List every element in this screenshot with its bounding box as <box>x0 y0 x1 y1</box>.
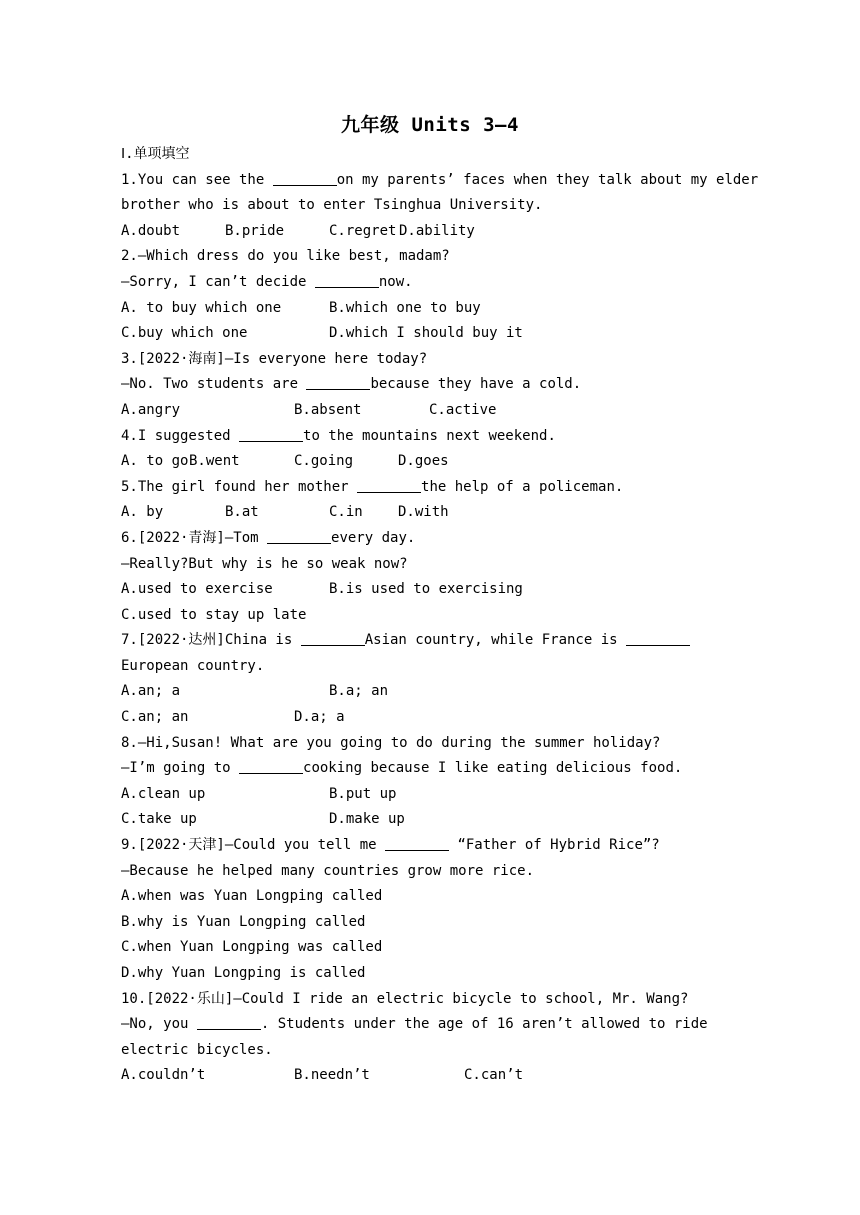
stem-text: 4.I suggested <box>121 427 240 444</box>
question-7-options <box>121 679 761 705</box>
answer-blank <box>239 425 303 442</box>
question-1-stem <box>121 168 761 194</box>
stem-text: now. <box>378 273 413 290</box>
question-9-stem <box>121 833 761 859</box>
option-c: C.take up <box>121 811 197 828</box>
question-9-reply: —Because he helped many countries grow more rice. <box>121 862 535 879</box>
option-a: A.when was Yuan Longping called <box>121 888 383 905</box>
question-2-options <box>121 321 761 347</box>
question-5-options <box>121 500 761 526</box>
question-6-stem <box>121 526 761 552</box>
option-a: A.clean up <box>121 785 206 802</box>
option-b: B.went <box>189 453 240 470</box>
question-5-stem <box>121 475 761 501</box>
question-1-options <box>121 219 761 245</box>
question-8-reply <box>121 756 761 782</box>
option-b: B.a; an <box>329 683 389 700</box>
question-1-stem-cont: brother who is about to enter Tsinghua University. <box>121 197 543 214</box>
stem-text: the help of a policeman. <box>421 478 624 495</box>
option-b: B.put up <box>329 785 397 802</box>
option-b: B.absent <box>294 401 362 418</box>
option-b: B.at <box>225 504 259 521</box>
option-a: A.angry <box>121 401 181 418</box>
stem-text: —No. Two students are <box>121 376 307 393</box>
question-list <box>121 142 761 1089</box>
stem-text: on my parents’ faces when they talk about my elder <box>336 171 759 188</box>
option-c: C.regret <box>329 222 397 239</box>
option-a: A.used to exercise <box>121 581 273 598</box>
question-7-stem-cont: European country. <box>121 657 265 674</box>
option-c: C.going <box>294 453 354 470</box>
question-10-stem: 10.[2022·乐山]—Could I ride an electric bicycle to school, Mr. Wang? <box>121 990 689 1007</box>
option-b: B.pride <box>225 222 285 239</box>
question-10-reply-cont: electric bicycles. <box>121 1041 273 1058</box>
stem-text: —Sorry, I can’t decide <box>121 273 315 290</box>
stem-text: 5.The girl found her mother <box>121 478 358 495</box>
option-d: D.which I should buy it <box>329 325 523 342</box>
option-d: D.with <box>398 504 449 521</box>
option-c: C.used to stay up late <box>121 606 307 623</box>
stem-text: because they have a cold. <box>370 376 582 393</box>
option-a: A. by <box>121 504 164 521</box>
option-c: C.buy which one <box>121 325 248 342</box>
option-a: A. to go <box>121 453 189 470</box>
question-2-stem: 2.—Which dress do you like best, madam? <box>121 248 450 265</box>
question-2-reply <box>121 270 761 296</box>
answer-blank <box>197 1013 261 1030</box>
answer-blank <box>239 757 303 774</box>
stem-text: to the mountains next weekend. <box>303 427 556 444</box>
question-2-options <box>121 296 761 322</box>
answer-blank <box>267 527 331 544</box>
section-heading: Ⅰ.单项填空 <box>121 146 190 162</box>
page-title: 九年级 Units 3—4 <box>341 114 519 136</box>
answer-blank <box>357 476 421 493</box>
stem-text: 7.[2022·达州]China is <box>121 632 301 649</box>
question-8-options <box>121 782 761 808</box>
option-c: C.in <box>329 504 363 521</box>
option-d: D.make up <box>329 811 405 828</box>
question-3-stem: 3.[2022·海南]—Is everyone here today? <box>121 350 428 367</box>
option-c: C.an; an <box>121 709 189 726</box>
stem-text: 9.[2022·天津]—Could you tell me <box>121 837 386 854</box>
option-c: C.active <box>429 401 497 418</box>
question-6-options <box>121 577 761 603</box>
option-d: D.why Yuan Longping is called <box>121 965 366 981</box>
option-b: B.why is Yuan Longping called <box>121 913 366 930</box>
stem-text: 1.You can see the <box>121 171 273 188</box>
answer-blank <box>315 271 379 288</box>
stem-text: Asian country, while France is <box>364 632 627 649</box>
question-4-options <box>121 449 761 475</box>
question-6-options <box>121 603 761 629</box>
question-3-options <box>121 398 761 424</box>
stem-text: every day. <box>331 529 416 546</box>
question-7-stem <box>121 628 761 654</box>
option-d: D.a; a <box>294 709 345 726</box>
option-c: C.can’t <box>464 1067 524 1084</box>
option-a: A. to buy which one <box>121 299 282 316</box>
question-3-reply <box>121 372 761 398</box>
option-a: A.couldn’t <box>121 1067 206 1084</box>
answer-blank <box>626 629 690 646</box>
option-a: A.an; a <box>121 683 181 700</box>
question-8-options <box>121 807 761 833</box>
stem-text: . Students under the age of 16 aren’t allowed to ride <box>260 1016 708 1033</box>
answer-blank <box>385 834 449 851</box>
question-8-stem: 8.—Hi,Susan! What are you going to do during the summer holiday? <box>121 734 661 751</box>
option-a: A.doubt <box>121 222 181 239</box>
stem-text: “Father of Hybrid Rice”? <box>449 837 660 854</box>
answer-blank <box>306 373 370 390</box>
question-7-options <box>121 705 761 731</box>
option-b: B.is used to exercising <box>329 581 523 598</box>
option-b: B.which one to buy <box>329 299 481 316</box>
stem-text: cooking because I like eating delicious food. <box>303 760 683 777</box>
question-10-reply <box>121 1012 761 1038</box>
question-6-reply: —Really?But why is he so weak now? <box>121 555 408 572</box>
option-d: D.ability <box>399 222 475 239</box>
question-10-options <box>121 1063 761 1089</box>
answer-blank <box>301 629 365 646</box>
option-d: D.goes <box>398 453 449 470</box>
stem-text: 6.[2022·青海]—Tom <box>121 529 268 546</box>
option-c: C.when Yuan Longping was called <box>121 939 383 956</box>
answer-blank <box>273 169 337 186</box>
stem-text: —No, you <box>121 1016 197 1033</box>
question-4-stem <box>121 424 761 450</box>
option-b: B.needn’t <box>294 1067 370 1084</box>
stem-text: —I’m going to <box>121 760 240 777</box>
